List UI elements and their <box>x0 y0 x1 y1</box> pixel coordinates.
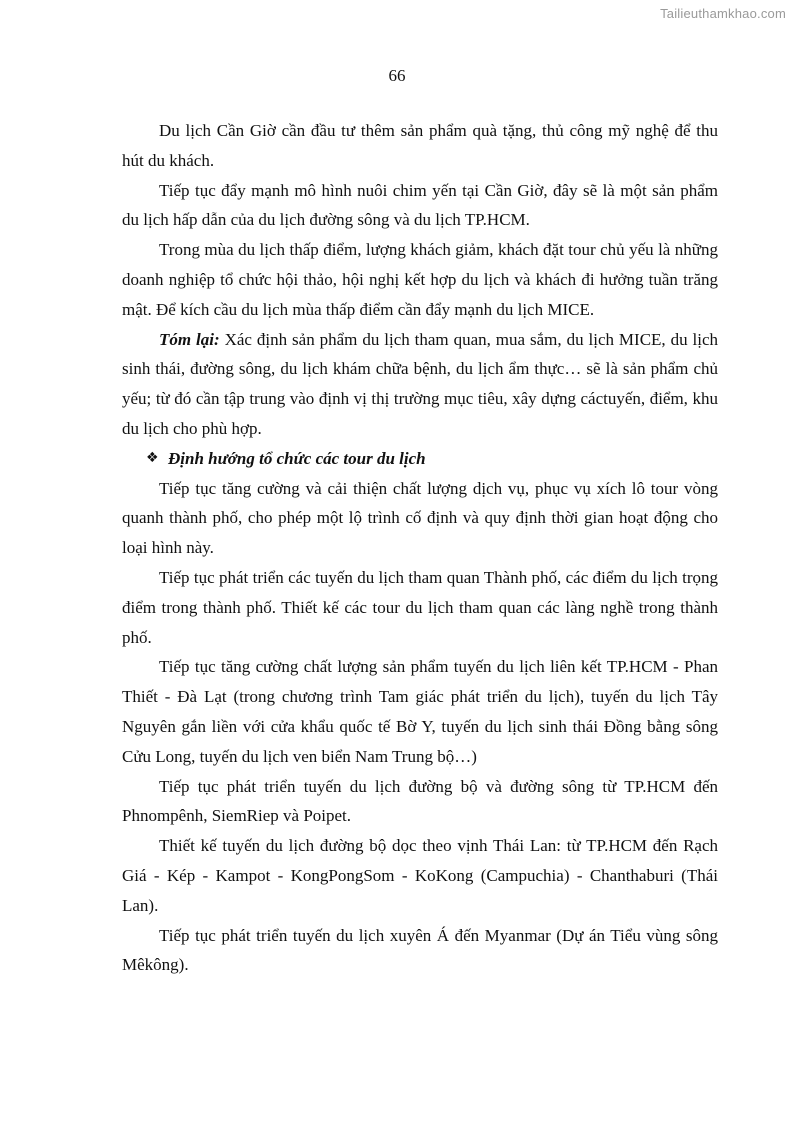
paragraph: Tiếp tục phát triển các tuyến du lịch tham quan Thành phố, các điểm du lịch trọng điểm trong thành phố. Thiết kế các tour du lịch tham quan các làng nghề trong thành phố. <box>122 567 718 647</box>
section-heading-text: Định hướng tổ chức các tour du lịch <box>168 448 426 468</box>
watermark: Tailieuthamkhao.com <box>660 6 786 21</box>
paragraph: Thiết kế tuyến du lịch đường bộ dọc theo vịnh Thái Lan: từ TP.HCM đến Rạch Giá - Kép - Kampot - KongPongSom - KoKong (Campuchia) - Chanthaburi (Thái Lan). <box>122 836 718 915</box>
summary-paragraph <box>122 325 718 444</box>
paragraph: Tiếp tục tăng cường và cải thiện chất lượng dịch vụ, phục vụ xích lô tour vòng quanh thành phố, cho phép một lộ trình cố định và quy định thời gian hoạt động cho loại hình này. <box>122 478 718 558</box>
paragraph: Du lịch Cần Giờ cần đầu tư thêm sản phẩm quà tặng, thủ công mỹ nghệ để thu hút du khách. <box>122 121 718 170</box>
paragraph: Tiếp tục đẩy mạnh mô hình nuôi chim yến tại Cần Giờ, đây sẽ là một sản phẩm du lịch hấp dẫn của du lịch đường sông và du lịch TP.HCM. <box>122 180 718 230</box>
document-body <box>122 116 718 980</box>
page-number: 66 <box>388 66 406 85</box>
diamond-bullet-icon: ❖ <box>146 449 159 466</box>
paragraph: Tiếp tục phát triển tuyến du lịch đường bộ và đường sông từ TP.HCM đến Phnompênh, SiemRiep và Poipet. <box>122 776 718 826</box>
section-heading <box>122 444 718 474</box>
summary-label: Tóm lại: <box>159 329 220 349</box>
paragraph: Tiếp tục phát triển tuyến du lịch xuyên Á đến Myanmar (Dự án Tiểu vùng sông Mêkông). <box>122 925 718 975</box>
paragraph: Trong mùa du lịch thấp điểm, lượng khách giảm, khách đặt tour chủ yếu là những doanh nghiệp tổ chức hội thảo, hội nghị kết hợp du lịch và khách đi hưởng tuần trăng mật. Để kích cầu du lịch mùa thấp điểm cần đẩy mạnh du lịch MICE. <box>122 240 718 319</box>
summary-text: Xác định sản phẩm du lịch tham quan, mua sắm, du lịch MICE, du lịch sinh thái, đường sông, du lịch khám chữa bệnh, du lịch ẩm thực… sẽ là sản phẩm chủ yếu; từ đó cần tập trung vào định vị thị trường mục tiêu, xây dựng cáctuyến, điểm, khu du lịch cho phù hợp. <box>122 329 719 438</box>
paragraph: Tiếp tục tăng cường chất lượng sản phẩm tuyến du lịch liên kết TP.HCM - Phan Thiết - Đà Lạt (trong chương trình Tam giác phát triển du lịch), tuyến du lịch Tây Nguyên gắn liền với cửa khẩu quốc tế Bờ Y, tuyến du lịch sinh thái Đồng bằng sông Cửu Long, tuyến du lịch ven biển Nam Trung bộ…) <box>122 657 718 766</box>
